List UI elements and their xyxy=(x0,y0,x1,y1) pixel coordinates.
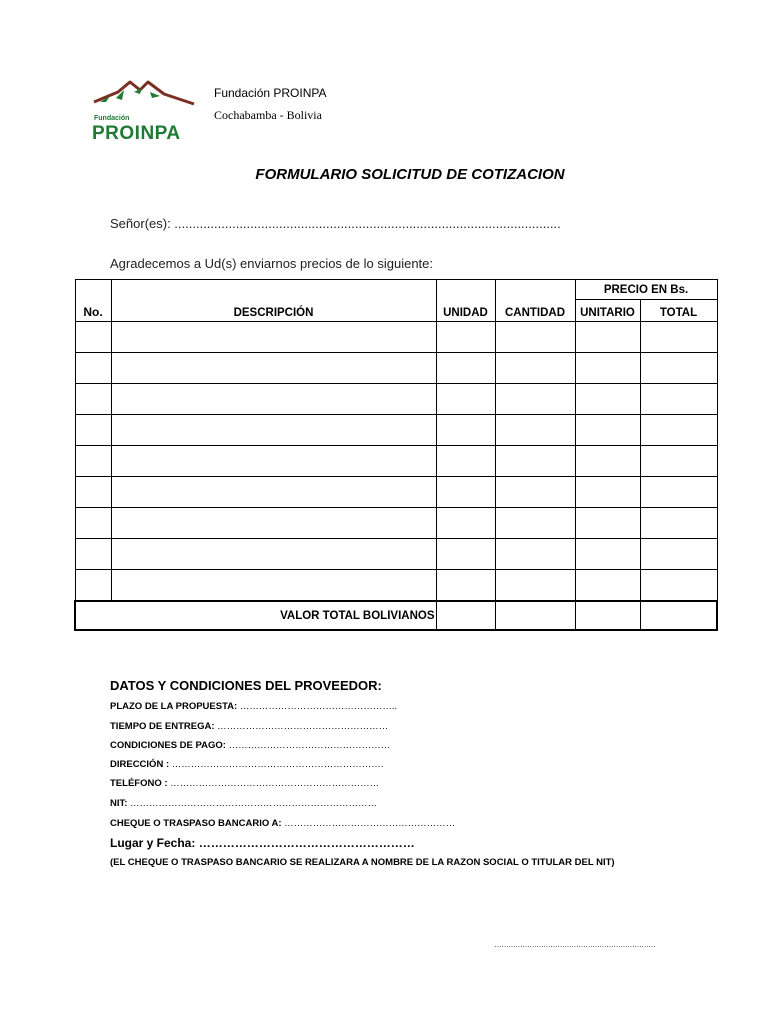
supplier-field-dots: ……………………………………………… xyxy=(281,818,456,829)
cell-unit xyxy=(436,384,495,415)
total-cell-unit xyxy=(436,601,495,630)
supplier-field-label: TIEMPO DE ENTREGA: xyxy=(110,721,215,732)
col-header-unit-price: UNITARIO xyxy=(575,300,640,322)
cell-unit-price xyxy=(575,322,640,353)
supplier-field xyxy=(110,798,377,809)
table-row xyxy=(75,384,717,415)
supplier-field-label: NIT: xyxy=(110,798,128,809)
logo-small-text: Fundación xyxy=(94,115,130,122)
cell-quantity xyxy=(495,508,575,539)
cell-total xyxy=(640,446,717,477)
table-row xyxy=(75,322,717,353)
cell-unit-price xyxy=(575,446,640,477)
total-row xyxy=(75,601,717,630)
col-header-no: No. xyxy=(75,280,111,322)
form-title: FORMULARIO SOLICITUD DE COTIZACION xyxy=(255,166,565,183)
supplier-field xyxy=(110,740,390,751)
total-cell-quantity xyxy=(495,601,575,630)
supplier-field xyxy=(110,778,379,789)
cell-description xyxy=(111,508,436,539)
table-row xyxy=(75,570,717,602)
total-label: VALOR TOTAL BOLIVIANOS xyxy=(75,601,436,630)
col-header-quantity: CANTIDAD xyxy=(495,280,575,322)
cell-description xyxy=(111,353,436,384)
cell-total xyxy=(640,508,717,539)
table-row xyxy=(75,508,717,539)
org-name: Fundación PROINPA xyxy=(214,86,327,100)
intro-text: Agradecemos a Ud(s) enviarnos precios de lo siguiente: xyxy=(110,256,434,271)
table-row xyxy=(75,415,717,446)
cell-unit-price xyxy=(575,570,640,602)
cell-unit xyxy=(436,570,495,602)
quote-table xyxy=(74,279,718,631)
cell-no xyxy=(75,477,111,508)
proinpa-logo xyxy=(90,72,202,148)
cell-total xyxy=(640,322,717,353)
supplier-field-dots: ……………………………………………… xyxy=(214,721,389,732)
cell-no xyxy=(75,570,111,602)
cell-total xyxy=(640,353,717,384)
supplier-field xyxy=(110,701,397,712)
recipient-line: Señor(es): ........................................................................................................... xyxy=(110,216,561,231)
cell-total xyxy=(640,539,717,570)
signature-line: …………………………………………………………… xyxy=(494,940,655,949)
cell-description xyxy=(111,322,436,353)
cell-quantity xyxy=(495,539,575,570)
cell-unit-price xyxy=(575,415,640,446)
supplier-field-label: PLAZO DE LA PROPUESTA: xyxy=(110,701,238,712)
total-cell-unit-price xyxy=(575,601,640,630)
cheque-note: (EL CHEQUE O TRASPASO BANCARIO SE REALIZARA A NOMBRE DE LA RAZON SOCIAL O TITULAR DEL NIT) xyxy=(110,857,615,868)
cell-unit xyxy=(436,539,495,570)
cell-no xyxy=(75,353,111,384)
supplier-field-dots: …………………………………………………………. xyxy=(169,759,384,770)
cell-description xyxy=(111,415,436,446)
cell-total xyxy=(640,384,717,415)
cell-description xyxy=(111,384,436,415)
cell-no xyxy=(75,384,111,415)
place-date-field: Lugar y Fecha: ……………………………………………… xyxy=(110,836,415,850)
cell-unit xyxy=(436,322,495,353)
supplier-field-dots: …………………………………………………………………… xyxy=(127,798,378,809)
quote-table-body xyxy=(75,322,717,602)
cell-unit-price xyxy=(575,508,640,539)
cell-quantity xyxy=(495,477,575,508)
supplier-field-dots: ………………………………………………………… xyxy=(167,778,380,789)
supplier-field-label: DIRECCIÓN : xyxy=(110,759,170,770)
table-row xyxy=(75,446,717,477)
supplier-field-label: CONDICIONES DE PAGO: xyxy=(110,740,226,751)
cell-quantity xyxy=(495,570,575,602)
cell-unit-price xyxy=(575,539,640,570)
cell-no xyxy=(75,322,111,353)
supplier-field-label: CHEQUE O TRASPASO BANCARIO A: xyxy=(110,818,282,829)
supplier-field-dots: …………………………………………… xyxy=(225,740,391,751)
cell-unit-price xyxy=(575,353,640,384)
cell-quantity xyxy=(495,415,575,446)
cell-no xyxy=(75,415,111,446)
cell-quantity xyxy=(495,322,575,353)
cell-unit xyxy=(436,446,495,477)
supplier-section-title: DATOS Y CONDICIONES DEL PROVEEDOR: xyxy=(110,678,382,693)
col-header-total: TOTAL xyxy=(640,300,717,322)
cell-no xyxy=(75,539,111,570)
cell-quantity xyxy=(495,353,575,384)
cell-description xyxy=(111,570,436,602)
col-header-description: DESCRIPCIÓN xyxy=(111,280,436,322)
cell-unit xyxy=(436,508,495,539)
supplier-field xyxy=(110,759,383,770)
cell-description xyxy=(111,477,436,508)
cell-unit-price xyxy=(575,384,640,415)
col-header-unit: UNIDAD xyxy=(436,280,495,322)
cell-no xyxy=(75,446,111,477)
table-row xyxy=(75,539,717,570)
cell-quantity xyxy=(495,446,575,477)
cell-description xyxy=(111,446,436,477)
total-cell-total xyxy=(640,601,717,630)
cell-unit-price xyxy=(575,477,640,508)
supplier-field-label: TELÉFONO : xyxy=(110,778,168,789)
cell-unit xyxy=(436,415,495,446)
cell-total xyxy=(640,415,717,446)
table-row xyxy=(75,477,717,508)
cell-description xyxy=(111,539,436,570)
supplier-field-dots: ………………………………………….. xyxy=(237,701,398,712)
cell-total xyxy=(640,477,717,508)
cell-total xyxy=(640,570,717,602)
logo-large-text: PROINPA xyxy=(92,123,181,144)
org-city: Cochabamba - Bolivia xyxy=(214,108,322,122)
supplier-field xyxy=(110,721,388,732)
table-row xyxy=(75,353,717,384)
cell-unit xyxy=(436,353,495,384)
cell-no xyxy=(75,508,111,539)
cell-quantity xyxy=(495,384,575,415)
cell-unit xyxy=(436,477,495,508)
col-header-price-group: PRECIO EN Bs. xyxy=(575,280,717,300)
supplier-field xyxy=(110,818,455,829)
